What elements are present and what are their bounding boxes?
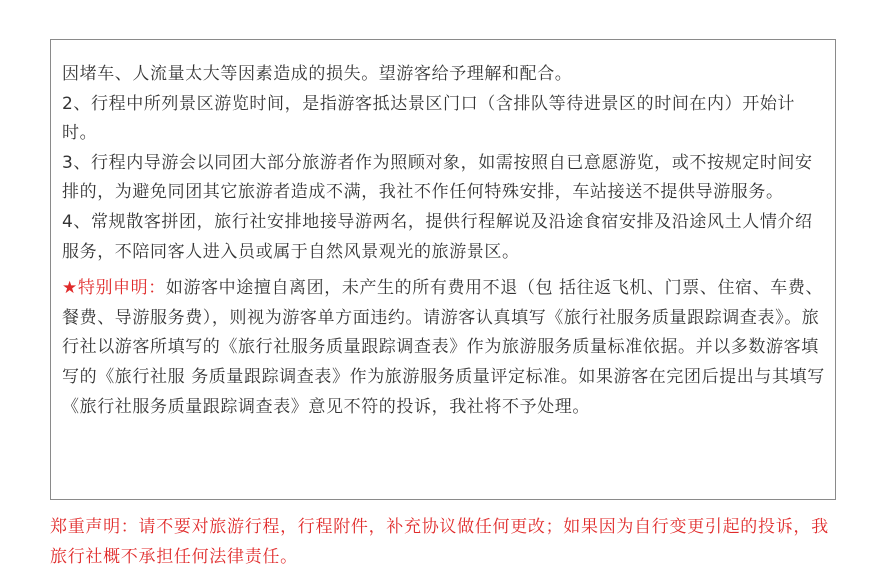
notice-item-3: 3、行程内导游会以同团大部分旅游者作为照顾对象，如需按照自已意愿游览，或不按规定时间安排的，为避免同团其它旅游者造成不满，我社不作任何特殊安排，车站接送不提供导游服务。 xyxy=(62,152,813,203)
disclaimer-text: 郑重声明：请不要对旅游行程，行程附件，补充协议做任何更改；如果因为自行变更引起的投诉，我旅行社概不承担任何法律责任。 xyxy=(50,517,829,567)
notice-box xyxy=(50,39,836,500)
disclaimer xyxy=(50,512,840,572)
notice-text xyxy=(62,60,828,422)
special-statement-label: ★特别申明： xyxy=(62,278,166,299)
special-statement xyxy=(62,274,828,422)
notice-item-4: 4、常规散客拼团，旅行社安排地接导游两名，提供行程解说及沿途食宿安排及沿途风土人情介绍服务，不陪同客人进入员或属于自然风景观光的旅游景区。 xyxy=(62,211,813,262)
special-statement-body: 如游客中途擅自离团，未产生的所有费用不退（包 括往返飞机、门票、住宿、车费、餐费、导游服务费），则视为游客单方面违约。请游客认真填写《旅行社服务质量跟踪调查表》。旅行社以游客所填写的《旅行社服务质量跟踪调查表》作为旅游服务质量标准依据。并以多数游客填写的《旅行社服 务质量跟踪调查表》作为旅游服务质量评定标准。如果游客在完团后提出与其填写《旅行社服务质量跟踪调查表》意见不符的投诉，我社将不予处理。 xyxy=(62,278,825,417)
notice-intro-line: 因堵车、人流量太大等因素造成的损失。望游客给予理解和配合。 xyxy=(62,64,573,84)
notice-item-2: 2、行程中所列景区游览时间，是指游客抵达景区门口（含排队等待进景区的时间在内）开始计时。 xyxy=(62,93,796,144)
